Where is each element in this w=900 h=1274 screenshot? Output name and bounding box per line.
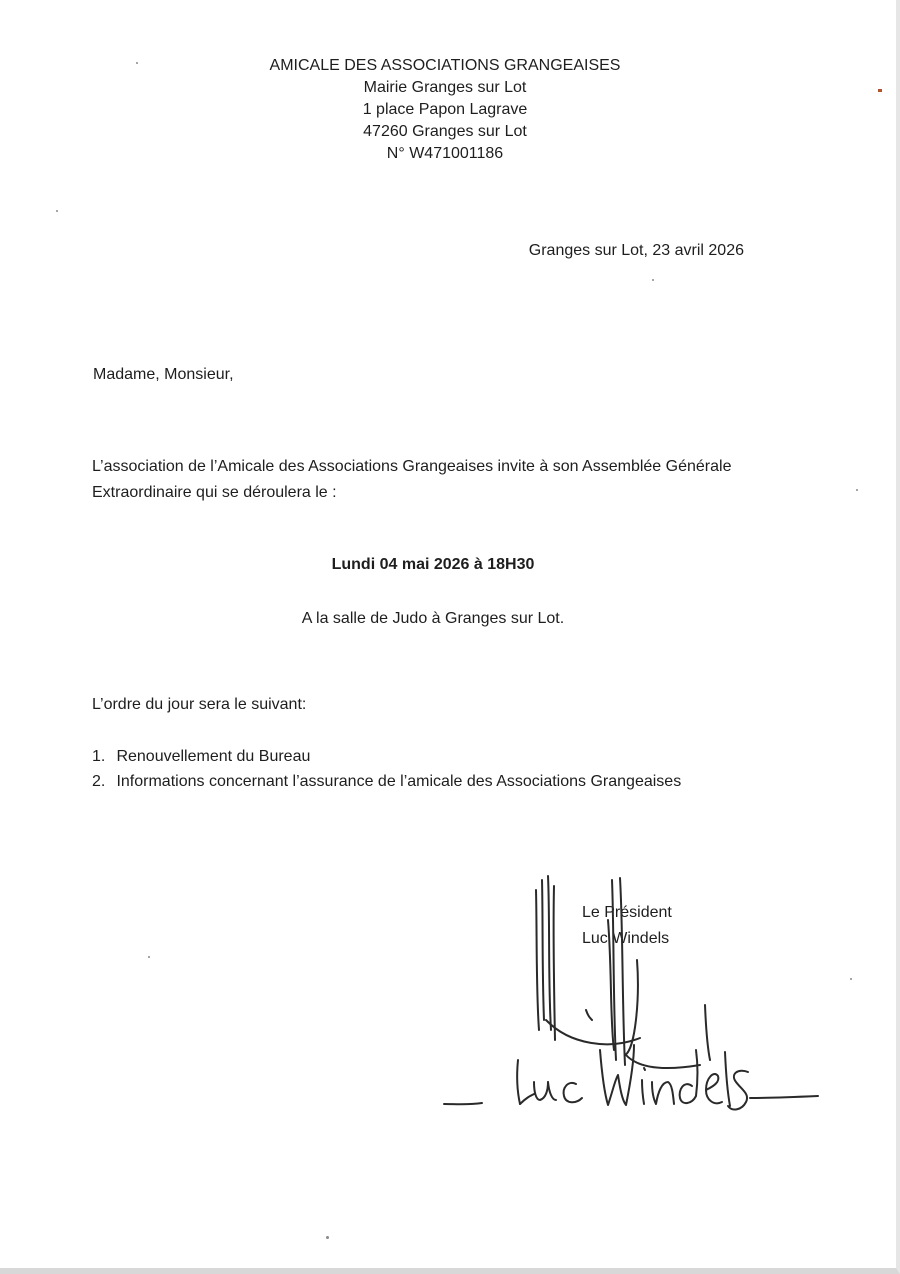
agenda-item-text: Renouvellement du Bureau [116,748,311,765]
organization-name: AMICALE DES ASSOCIATIONS GRANGEAISES [269,57,621,74]
signatory-name: Luc Windels [582,930,670,947]
agenda-item [92,744,681,769]
date-line: Granges sur Lot, 23 avril 2026 [528,242,744,259]
scan-speck [850,978,852,980]
scan-speck [148,956,150,958]
salutation: Madame, Monsieur, [93,366,234,383]
scan-speck [326,1236,329,1239]
scan-speck [856,489,858,491]
meeting-venue: A la salle de Judo à Granges sur Lot. [301,610,565,627]
agenda-item-number: 1. [92,748,106,765]
signatory-title: Le Président [582,904,672,921]
letterhead [250,55,640,165]
registration-number: N° W471001186 [386,145,504,162]
agenda-item-text: Informations concernant l’assurance de l’amicale des Associations Grangeaises [116,773,682,790]
address-line-3: 47260 Granges sur Lot [363,123,527,140]
meeting-datetime: Lundi 04 mai 2026 à 18H30 [331,556,535,573]
address-line-2: 1 place Papon Lagrave [362,101,528,118]
agenda-item [92,769,681,794]
address-line-1: Mairie Granges sur Lot [363,79,527,96]
scan-speck [56,210,58,212]
agenda-list [92,744,681,794]
scan-speck [136,62,138,64]
agenda-intro: L’ordre du jour sera le suivant: [92,696,307,713]
agenda-item-number: 2. [92,773,106,790]
scan-speck [652,279,654,281]
handwritten-signature [430,860,830,1130]
intro-paragraph: L’association de l’Amicale des Associations Grangeaises invite à son Assemblée Générale Extraordinaire qui se déroulera le : [92,458,732,501]
scan-mark [878,89,882,92]
